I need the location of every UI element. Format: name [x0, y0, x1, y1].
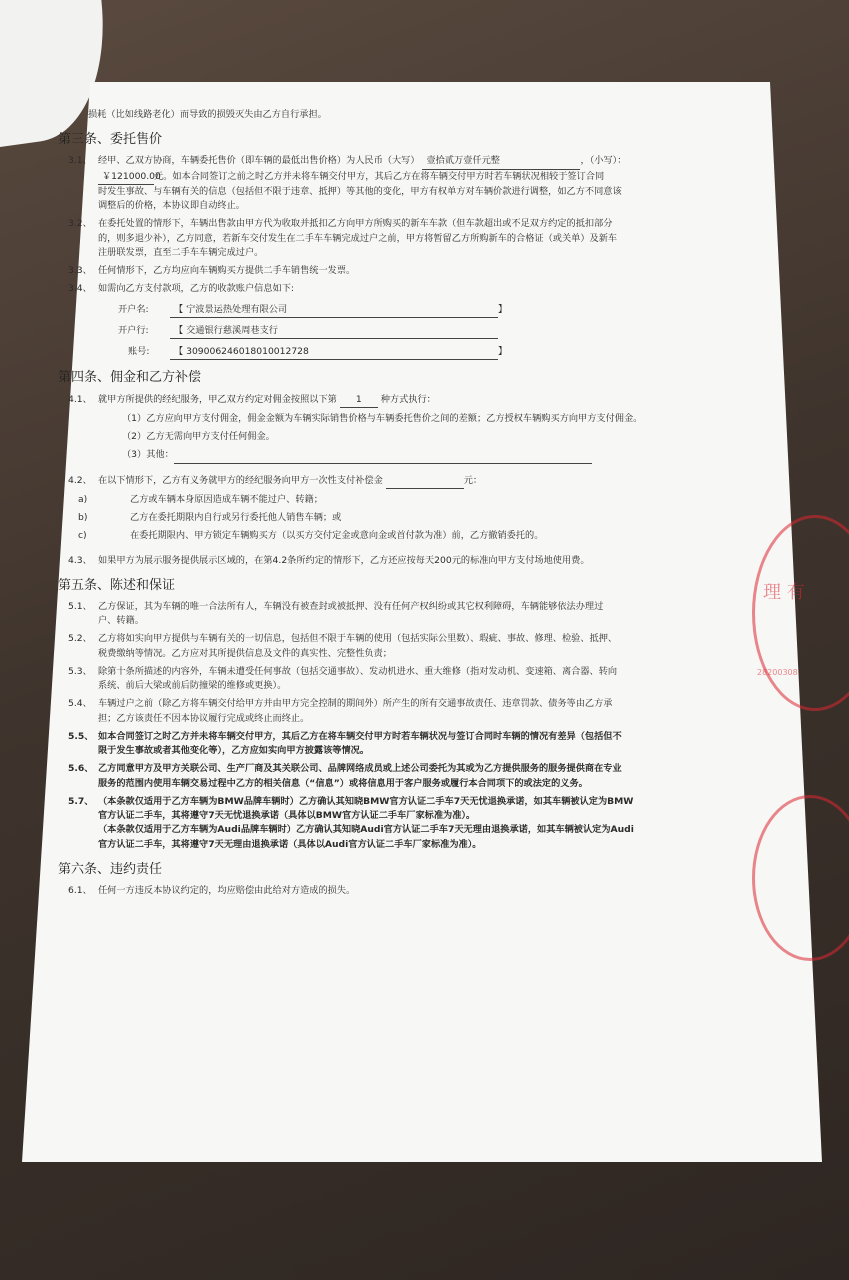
clause-text: 任何情形下，乙方均应向车辆购买方提供二手车销售统一发票。 — [98, 265, 356, 277]
clause-text: 如需向乙方支付款项，乙方的收款账户信息如下: — [98, 283, 295, 295]
case-c: c) 在委托期限内、甲方锁定车辆购买方（以买方交付定金或意向金或首付款为准）前，乙方撤销委托的。 — [78, 530, 544, 542]
section-5-title: 第五条、陈述和保证 — [58, 577, 176, 593]
case-b: b) 乙方在委托期限内自行或另行委托他人销售车辆；或 — [78, 512, 342, 524]
lead-line: 损耗（比如线路老化）而导致的损毁灭失由乙方自行承担。 — [88, 109, 327, 120]
option-1: （1）乙方应向甲方支付佣金，佣金金额为车辆实际销售价格与车辆委托售价之间的差额；乙方授权车辆购买方向甲方支付佣金。 — [122, 412, 643, 424]
section-3-title: 第三条、委托售价 — [58, 132, 163, 148]
section-4-title: 第四条、佣金和乙方补偿 — [58, 370, 202, 386]
clause-text: 经甲、乙双方协商，车辆委托售价（即车辆的最低出售价格）为人民币（大写） — [98, 155, 420, 167]
clause-text: 注册联发票，直至二手车车辆完成过户。 — [98, 246, 264, 258]
clause-text: ，（小写）： — [580, 155, 627, 167]
clause-4-1 — [58, 393, 798, 408]
seal-text: 理 有 — [763, 582, 805, 603]
account-name: 宁波景运热处理有限公司 — [186, 303, 288, 315]
clause-number: 4.2、 — [68, 474, 92, 486]
clause-text: 种方式执行： — [380, 393, 436, 405]
clause-4-2 — [58, 474, 798, 489]
case-a: a) 乙方或车辆本身原因造成车辆不能过户、转籍； — [78, 493, 323, 505]
clause-5-6: 5.6、 乙方同意甲方及甲方关联公司、生产厂商及其关联公司、品牌网络成员或上述公司委托为其或为乙方提供服务的服务提供商在专业 服务的范围内使用车辆交易过程中乙方的相关信息（“信息”）或将信息用于客户服务或履行本合同项下的或法定的义务。 — [68, 763, 622, 789]
account-number: 309006246018010012728 — [186, 346, 309, 358]
clause-5-4: 5.4、 车辆过户之前（除乙方将车辆交付给甲方并由甲方完全控制的期间外）所产生的所有交通事故责任、违章罚款、债务等由乙方承 担；乙方该责任不因本协议履行完成或终止而终止。 — [68, 698, 613, 724]
option-3: （3）其他： — [58, 448, 798, 463]
document-content — [58, 108, 798, 902]
clause-text: 如果甲方为展示服务提供展示区域的，在第4.2条所约定的情形下，乙方还应按每天200元的标准向甲方支付场地使用费。 — [98, 554, 590, 566]
clause-number: 3.3、 — [68, 265, 92, 277]
clause-text: 调整后的价格，本协议即自动终止。 — [98, 200, 245, 212]
account-bank: 交通银行慈溪周巷支行 — [186, 324, 278, 336]
clause-text: 元： — [463, 474, 483, 486]
clause-text: 在以下情形下，乙方有义务就甲方的经纪服务向甲方一次性支付补偿金 — [98, 474, 383, 486]
clause-5-1: 5.1、 乙方保证，其为车辆的唯一合法所有人，车辆没有被查封或被抵押、没有任何产权纠纷或其它权利障碍，车辆能够依法办理过 户、转籍。 — [68, 600, 604, 627]
clause-text: 就甲方所提供的经纪服务，甲乙双方约定对佣金按照以下第 — [98, 393, 337, 405]
seal-code: 28200308 — [757, 668, 798, 677]
clause-text: 元。如本合同签订之前之时乙方并未将车辆交付甲方，其后乙方在将车辆交付甲方时若车辆状况相较于签订合同 — [154, 170, 605, 182]
commission-option: 1 — [340, 393, 378, 408]
clause-text: 时发生事故、与车辆有关的信息（包括但不限于违章、抵押）等其他的变化，甲方有权单方对车辆价款进行调整，如乙方不同意该 — [98, 185, 622, 197]
account-bank-label: 开户行: — [118, 324, 149, 336]
clause-number: 3.4、 — [68, 283, 92, 295]
amount-number: ￥121000.00 — [98, 170, 154, 185]
clause-4-3 — [58, 554, 798, 568]
clause-3-1 — [58, 154, 798, 213]
clause-5-2: 5.2、 乙方将如实向甲方提供与车辆有关的一切信息，包括但不限于车辆的使用（包括实际公里数）、瑕疵、事故、修理、检验、抵押、 税费缴纳等情况。乙方应对其所提供信息及文件的真实性、完整性负责； — [68, 633, 618, 659]
clause-number: 4.3、 — [68, 554, 92, 566]
account-bank-row: 开户行: 【 交通银行慈溪周巷支行 — [98, 324, 798, 339]
clause-number: 3.2、 — [68, 218, 92, 230]
clause-5-5: 5.5、 如本合同签订之时乙方并未将车辆交付甲方，其后乙方在将车辆交付甲方时若车辆状况与签订合同时车辆的情况有差异（包括但不 限于发生事故或者其他变化等），乙方应如实向甲方披露该等情况。 — [68, 730, 622, 757]
clause-text: 的，则多退少补），乙方同意，若新车交付发生在二手车车辆完成过户之前，甲方将暂留乙方所购新车的合格证（或关单）及新车 — [98, 232, 618, 244]
account-number-label: 账号: — [128, 346, 150, 358]
account-name-label: 开户名: — [118, 303, 149, 315]
account-name-row: 开户名: 【 宁波景运热处理有限公司 】 — [98, 303, 798, 318]
clause-6-1: 6.1、 任何一方违反本协议约定的，均应赔偿由此给对方造成的损失。 — [68, 885, 356, 897]
clause-number: 4.1、 — [68, 393, 92, 405]
clause-3-2 — [58, 217, 798, 260]
clause-text: 在委托处置的情形下，车辆出售款由甲方代为收取并抵扣乙方向甲方所购买的新车车款（但车款超出或不足双方约定的抵扣部分 — [98, 218, 613, 230]
account-number-row: 账号: 【 309006246018010012728 】 — [98, 345, 798, 360]
option-2: （2）乙方无需向甲方支付任何佣金。 — [122, 431, 275, 443]
amount-chinese: 壹拾贰万壹仟元整 — [422, 154, 580, 169]
section-6-title: 第六条、违约责任 — [58, 861, 163, 877]
clause-3-4 — [58, 282, 798, 360]
clause-5-3: 5.3、 除第十条所描述的内容外，车辆未遭受任何事故（包括交通事故）、发动机进水、重大维修（指对发动机、变速箱、离合器、转向 系统、前后大梁或前后防撞梁的维修或更换）。 — [68, 665, 618, 692]
clause-3-3 — [58, 264, 798, 278]
clause-number: 3.1、 — [68, 155, 92, 167]
clause-5-7: 5.7、 （本条款仅适用于乙方车辆为BMW品牌车辆时）乙方确认其知晓BMW官方认证二手车7天无忧退换承诺，如其车辆被认定为BMW 官方认证二手车，其将遵守7天无忧退换承诺（具体以BMW官方认证二手车厂家标准为准）。 （本条款仅适用于乙方车辆为Audi品牌车辆时）乙方确认其知晓Audi官方认证二手车7天无理由退换承诺，如其车辆被认定为Audi 官方认证二手车，其将遵守7天无理由退换承诺（具体以Audi官方认证二手车厂家标准为准）。 — [68, 795, 634, 850]
